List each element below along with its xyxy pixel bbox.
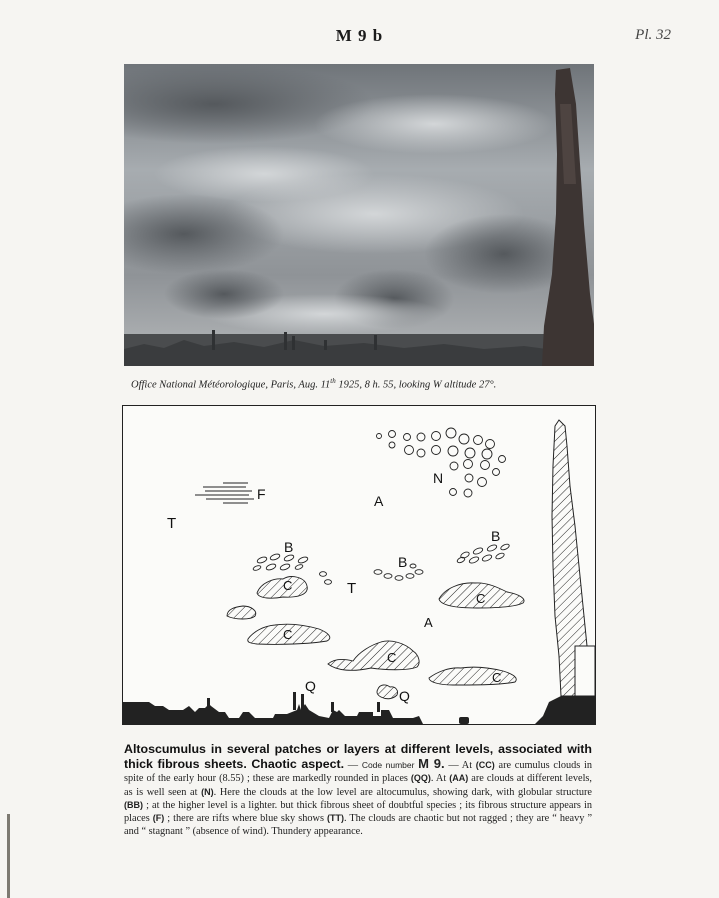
- description-part-5: . Here the clouds at the low level are altocumulus, showing dark, with globular structure: [213, 786, 592, 798]
- altocumulus-b-right: [456, 543, 510, 564]
- description-part-7: ; there are rifts where blue sky shows: [167, 813, 324, 825]
- code-tt: (TT): [326, 813, 344, 824]
- code-number-prefix: Code number: [361, 760, 415, 771]
- city-skyline: [123, 692, 595, 724]
- description-part-8: . The clouds are chaotic but not ragged ; they are “ heavy ” and “ stagnant ” (absence of wind). Thundery appearance.: [124, 813, 593, 838]
- code-cc: (CC): [475, 760, 495, 771]
- photo-illustration: [124, 64, 594, 366]
- description-part-4: are clouds at different levels, as is well seen at: [124, 773, 593, 798]
- label-b-center: B: [398, 554, 408, 570]
- eiffel-tower-silhouette: [552, 420, 595, 696]
- cloud-diagram: [122, 405, 596, 725]
- description-part-6: ; at the higher level is a lighter. but thick fibrous sheet of doubtful species ; its fibrous structure appears in places: [124, 799, 592, 825]
- altocumulus-globules-n: [377, 428, 506, 497]
- description-part-1: At: [461, 760, 473, 772]
- diagram-drawing: [123, 406, 595, 724]
- altocumulus-b-left: [253, 553, 309, 571]
- label-c-right: C: [476, 591, 486, 606]
- label-f: F: [257, 486, 266, 502]
- em-dash: —: [347, 760, 362, 772]
- label-q-left: Q: [305, 678, 316, 694]
- plate-code: M 9 b: [335, 26, 384, 45]
- code-bb: (BB): [124, 799, 143, 810]
- label-c-lower-right: C: [492, 670, 502, 685]
- label-a-top: A: [374, 493, 384, 509]
- label-a-right: A: [424, 615, 433, 630]
- label-b-left: B: [284, 539, 294, 555]
- description-part-3: . At: [430, 773, 447, 785]
- description-headline: Altoscumulus in several patches or layers at different levels, associated with thick fibrous sheets. Chaotic aspect.: [124, 742, 592, 772]
- label-q-right: Q: [399, 688, 410, 704]
- code-f: (F): [152, 813, 165, 824]
- label-c-center: C: [283, 578, 293, 593]
- photo-caption: [131, 377, 496, 391]
- label-b-right: B: [491, 528, 501, 544]
- label-c-mid: C: [283, 627, 293, 642]
- description-part-2: are cumulus clouds in spite of the early hour (8.55) ; these are markedly rounded in places: [124, 760, 593, 785]
- plate-description: [124, 742, 592, 838]
- label-n: N: [433, 470, 444, 486]
- photo-caption-suffix: 1925, 8 h. 55, looking W altitude 27°.: [335, 379, 497, 391]
- label-c-lower: C: [387, 650, 397, 665]
- code-aa: (AA): [449, 773, 469, 784]
- photo-caption-prefix: Office National Météorologique, Paris, Aug. 11: [131, 379, 331, 391]
- photo-caption-superscript: th: [330, 377, 336, 385]
- em-dash-2: —: [448, 760, 462, 772]
- plate-number: Pl. 32: [635, 27, 671, 43]
- cloud-photograph: [124, 64, 594, 366]
- altocumulus-b-center: [320, 564, 424, 584]
- fibrous-sheet-f: [195, 483, 254, 503]
- label-t-left: T: [167, 515, 177, 532]
- page-edge-mark: [7, 814, 10, 898]
- code-number-value: M 9.: [418, 756, 445, 772]
- code-n: (N): [201, 786, 214, 797]
- label-t-center: T: [347, 580, 357, 597]
- code-qq: (QQ): [410, 773, 431, 784]
